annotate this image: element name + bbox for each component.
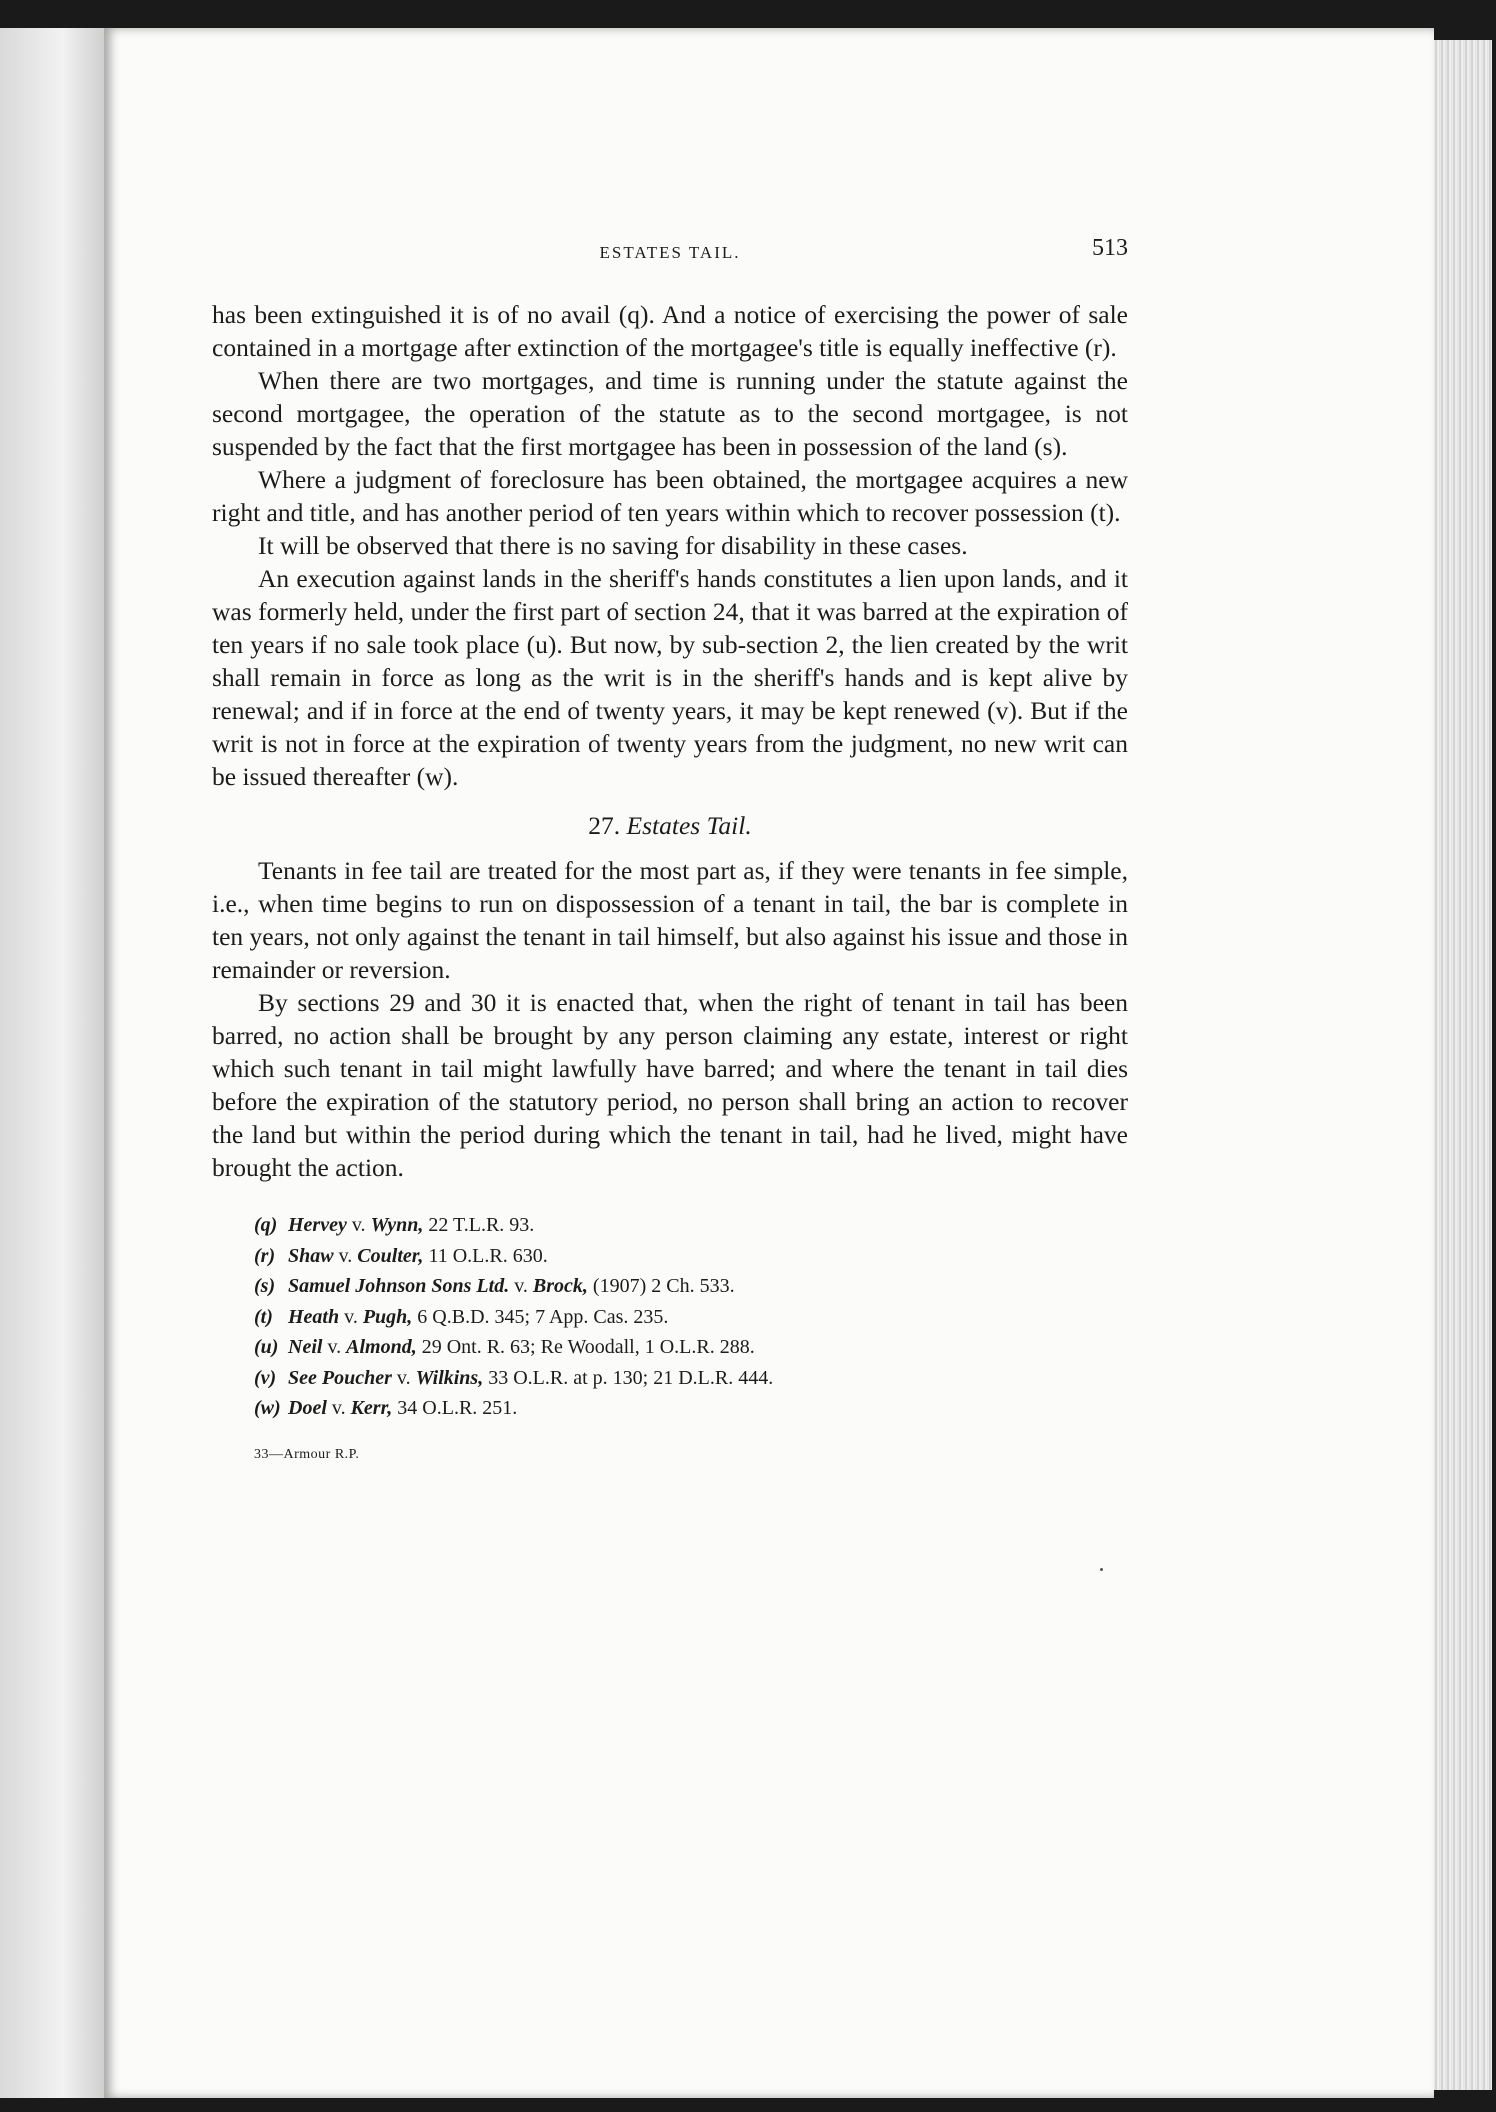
running-head bbox=[212, 236, 1128, 276]
footnote: (r) Shaw v. Coulter, 11 O.L.R. 630. bbox=[254, 1244, 548, 1267]
footnote: (t) Heath v. Pugh, 6 Q.B.D. 345; 7 App. Cas. 235. bbox=[254, 1305, 669, 1328]
footnote: (u) Neil v. Almond, 29 Ont. R. 63; Re Woodall, 1 O.L.R. 288. bbox=[254, 1336, 755, 1358]
facing-page-edge bbox=[0, 28, 104, 2098]
paragraph-4: It will be observed that there is no saving for disability in these cases. bbox=[258, 531, 968, 560]
page-stack-edges bbox=[1434, 40, 1492, 2090]
paragraph-1: has been extinguished it is of no avail (q). And a notice of exercising the power of sale contained in a mortgage after extinction of the mortgagee's title is equally ineffective (r). bbox=[212, 300, 1128, 362]
footnote: (v) See Poucher v. Wilkins, 33 O.L.R. at p. 130; 21 D.L.R. 444. bbox=[254, 1366, 774, 1389]
paragraph-5: An execution against lands in the sheriff's hands constitutes a lien upon lands, and it was formerly held, under the first part of section 24, that it was barred at the expiration of ten years if no sale took place (u). But now, by sub-section 2, the lien created by the writ shall remain in force as long as the writ is in the sheriff's hands and is kept alive by renewal; and if in force at the end of twenty years, it may be kept renewed (v). But if the writ is not in force at the expiration of twenty years from the judgment, no new writ can be issued thereafter (w). bbox=[212, 564, 1128, 791]
section-heading bbox=[212, 809, 1128, 842]
page-number: 513 bbox=[1092, 235, 1128, 261]
printer-signature: 33—Armour R.P. bbox=[254, 1446, 360, 1462]
footnote: (q) Hervey v. Wynn, 22 T.L.R. 93. bbox=[254, 1214, 535, 1236]
paragraph-3: Where a judgment of foreclosure has been obtained, the mortgagee acquires a new right and title, and has another period of ten years within which to recover possession (t). bbox=[212, 465, 1128, 527]
paragraph-2: When there are two mortgages, and time is running under the statute against the second mortgagee, the operation of the statute as to the second mortgagee, is not suspended by the fact that the first mortgagee has been in possession of the land (s). bbox=[212, 366, 1128, 461]
speck bbox=[1100, 1568, 1103, 1571]
section-number: 27. bbox=[588, 811, 621, 840]
footnote: (s) Samuel Johnson Sons Ltd. v. Brock, (1907) 2 Ch. 533. bbox=[254, 1275, 735, 1297]
section-title: Estates Tail. bbox=[626, 811, 752, 840]
footnotes bbox=[212, 1210, 1128, 1424]
footnote: (w) Doel v. Kerr, 34 O.L.R. 251. bbox=[254, 1397, 518, 1419]
page-content bbox=[212, 236, 1128, 1471]
paragraph-6: Tenants in fee tail are treated for the most part as, if they were tenants in fee simple, i.e., when time begins to run on dispossession of a tenant in tail, the bar is complete in ten years, not only against the tenant in tail himself, but also against his issue and those in remainder or reversion. bbox=[212, 856, 1128, 984]
paragraph-7: By sections 29 and 30 it is enacted that, when the right of tenant in tail has been barred, no action shall be brought by any person claiming any estate, interest or right which such tenant in tail might lawfully have barred; and where the tenant in tail dies before the expiration of the statutory period, no person shall bring an action to recover the land but within the period during which the tenant in tail, had he lived, might have brought the action. bbox=[212, 988, 1128, 1182]
running-title: ESTATES TAIL. bbox=[599, 243, 741, 262]
